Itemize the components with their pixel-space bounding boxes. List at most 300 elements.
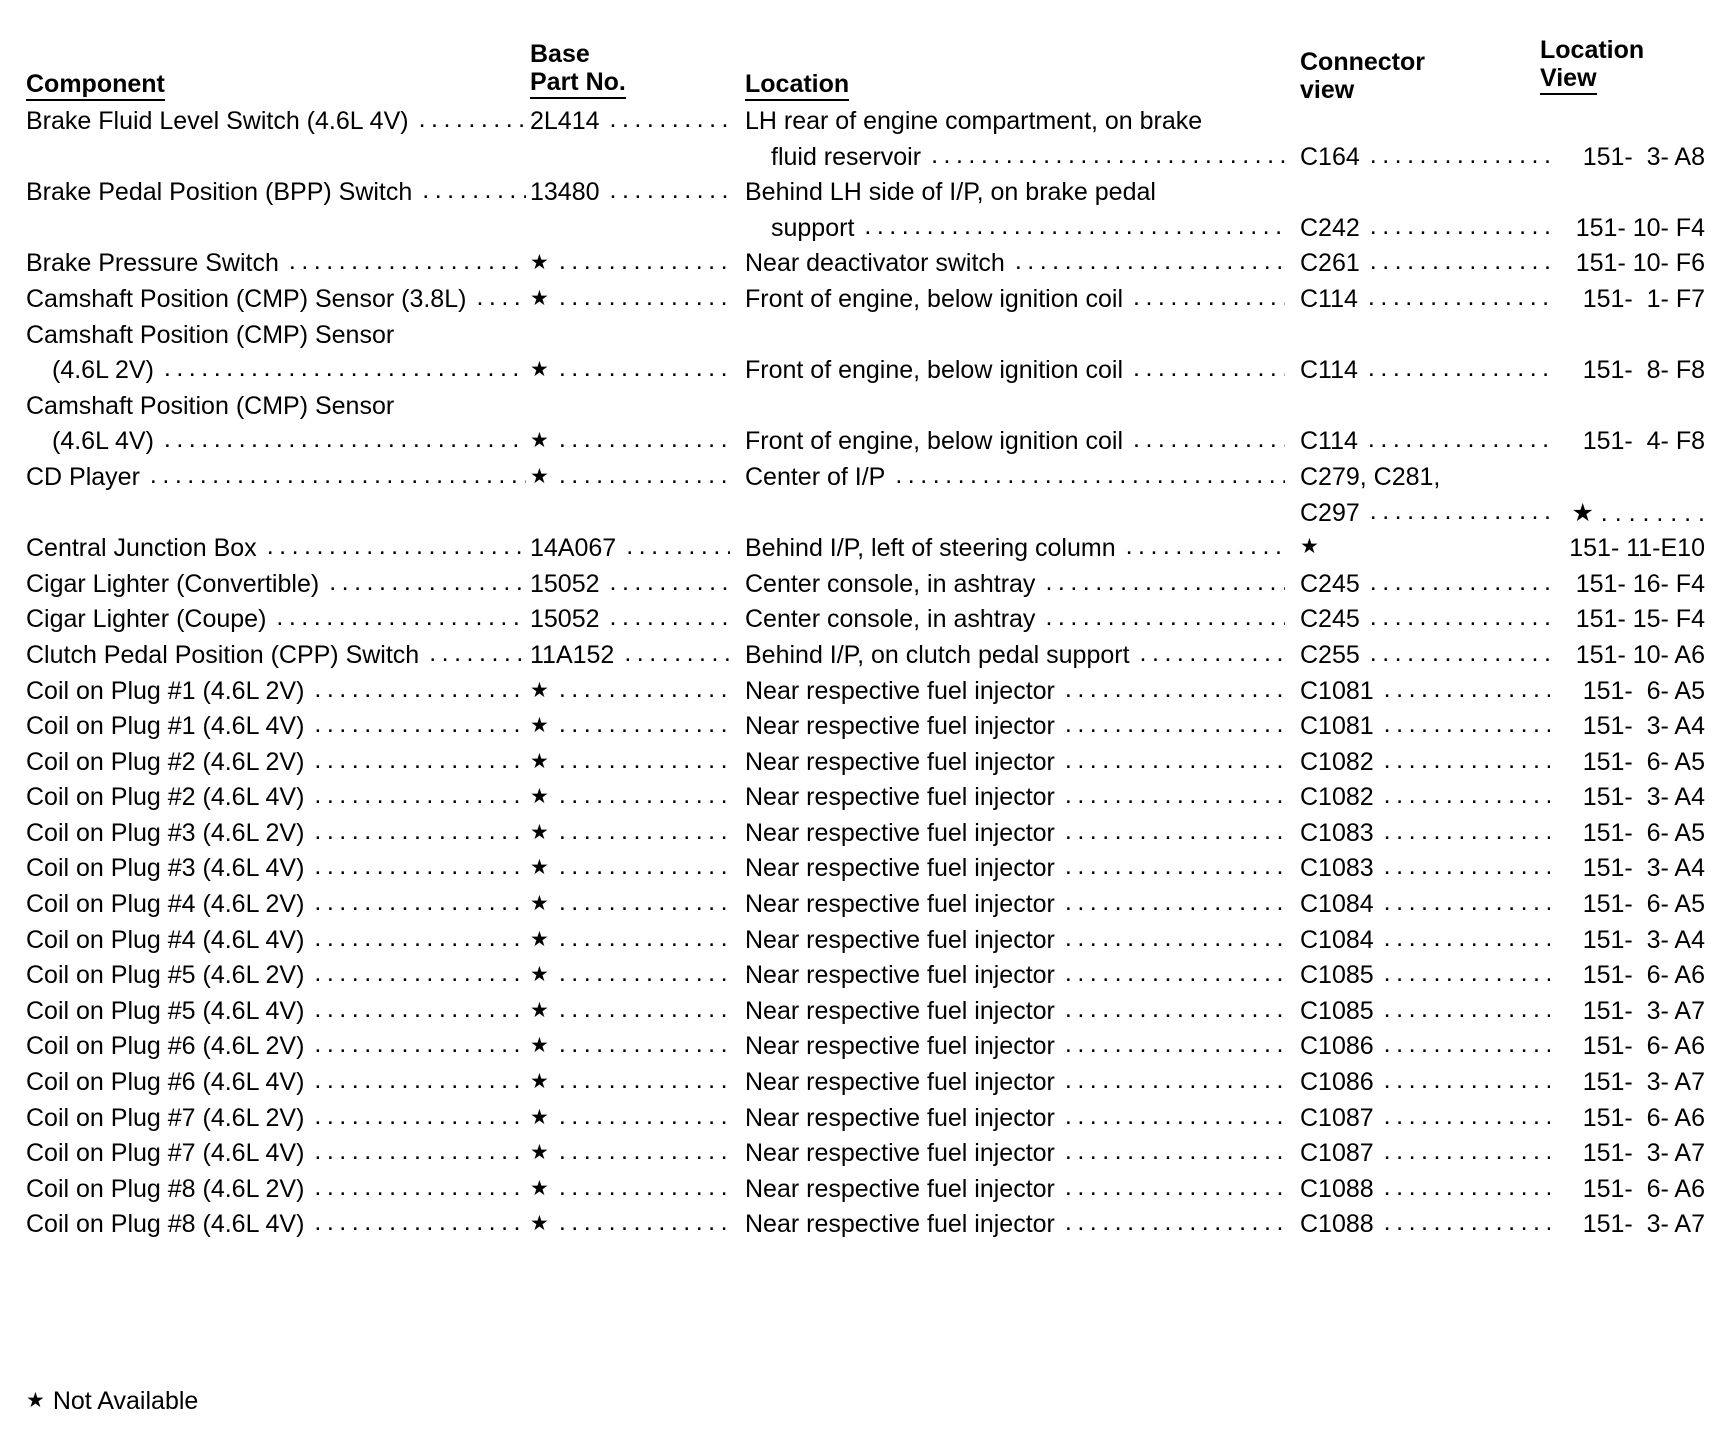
cell-base-part-no-text: ★ (530, 998, 549, 1022)
cell-location-text: Near respective fuel injector (745, 1139, 1055, 1168)
cell-location-view (1555, 780, 1705, 816)
leader-dots (1368, 282, 1550, 316)
leader-dots (289, 246, 526, 280)
cell-location-view (1555, 318, 1705, 354)
cell-location-view-text: 151- 10- F6 (1575, 249, 1705, 278)
cell-base-part-no (530, 994, 730, 1030)
cell-location-view-text: 151- 6- A6 (1582, 1032, 1705, 1061)
cell-base-part-no (530, 211, 730, 247)
cell-location (745, 175, 1285, 211)
cell-location (745, 709, 1285, 745)
cell-component-text: Cigar Lighter (Coupe) (26, 605, 267, 634)
leader-dots (1065, 887, 1285, 921)
table-row (0, 389, 1720, 425)
cell-connector-view-text: C1086 (1300, 1068, 1374, 1097)
cell-location-text: fluid reservoir (771, 142, 922, 171)
cell-connector-view (1300, 602, 1550, 638)
cell-component (26, 994, 526, 1030)
cell-connector-view-text: ★ (1300, 535, 1319, 559)
cell-connector-view-text: C1081 (1300, 676, 1374, 705)
cell-location (745, 1065, 1285, 1101)
cell-location (745, 816, 1285, 852)
cell-location-view-text: 151- 6- A6 (1582, 1103, 1705, 1132)
leader-dots (1015, 246, 1285, 280)
cell-location-view-text: 151- 3- A7 (1582, 1210, 1705, 1239)
leader-dots (314, 958, 526, 992)
cell-location-text: Center console, in ashtray (745, 569, 1036, 598)
leader-dots (1384, 1207, 1550, 1241)
cell-location-view (1555, 1136, 1705, 1172)
cell-connector-view-text: C1086 (1300, 1032, 1374, 1061)
leader-dots (931, 140, 1285, 174)
cell-component (26, 887, 526, 923)
table-row (0, 1029, 1720, 1065)
cell-base-part-no (530, 1136, 730, 1172)
cell-location-view-text: 151- 3- A4 (1582, 925, 1705, 954)
cell-location-view (1555, 709, 1705, 745)
cell-location-view (1555, 1029, 1705, 1065)
cell-connector-view (1300, 104, 1550, 140)
table-row (0, 282, 1720, 318)
cell-location (745, 211, 1285, 247)
cell-connector-view-text: C1085 (1300, 996, 1374, 1025)
cell-connector-view (1300, 709, 1550, 745)
cell-component (26, 460, 526, 496)
cell-location-view (1555, 745, 1705, 781)
cell-connector-view (1300, 282, 1550, 318)
leader-dots (1384, 816, 1550, 850)
table-row (0, 958, 1720, 994)
cell-location-view-text: 151- 6- A5 (1582, 676, 1705, 705)
cell-location-view-text: 151- 3- A4 (1582, 783, 1705, 812)
cell-connector-view (1300, 816, 1550, 852)
cell-location (745, 424, 1285, 460)
leader-dots (1045, 602, 1285, 636)
cell-base-part-no (530, 780, 730, 816)
table-row (0, 709, 1720, 745)
cell-location-view (1555, 567, 1705, 603)
cell-location-view (1555, 389, 1705, 425)
cell-connector-view (1300, 1172, 1550, 1208)
cell-connector-view (1300, 353, 1550, 389)
cell-component-text: Brake Pressure Switch (26, 249, 279, 278)
leader-dots (1133, 424, 1285, 458)
cell-location (745, 1101, 1285, 1137)
leader-dots (1384, 851, 1550, 885)
cell-base-part-no (530, 424, 730, 460)
leader-dots (610, 175, 730, 209)
cell-location-view-text: 151- 3- A4 (1582, 712, 1705, 741)
cell-location-view (1555, 424, 1705, 460)
leader-dots (1370, 602, 1550, 636)
leader-dots (559, 674, 730, 708)
cell-location-view-text: 151- 11-E10 (1569, 534, 1705, 563)
cell-location (745, 1172, 1285, 1208)
cell-location-view-text: 151- 3- A7 (1582, 996, 1705, 1025)
column-header-location: Location (745, 70, 849, 101)
leader-dots (1370, 638, 1550, 672)
leader-dots (559, 851, 730, 885)
cell-connector-view (1300, 1136, 1550, 1172)
leader-dots (559, 246, 730, 280)
leader-dots (1370, 496, 1550, 530)
table-row (0, 531, 1720, 567)
leader-dots (314, 745, 526, 779)
table-row (0, 745, 1720, 781)
cell-connector-view (1300, 923, 1550, 959)
cell-base-part-no (530, 1065, 730, 1101)
leader-dots (1133, 282, 1285, 316)
table-row (0, 496, 1720, 532)
leader-dots (610, 567, 730, 601)
cell-location-view (1555, 140, 1705, 176)
cell-component (26, 1029, 526, 1065)
leader-dots (164, 424, 526, 458)
cell-location-text: Near respective fuel injector (745, 961, 1055, 990)
table-row (0, 638, 1720, 674)
leader-dots (559, 424, 730, 458)
cell-location-text: Near respective fuel injector (745, 996, 1055, 1025)
cell-location-text: Center of I/P (745, 462, 886, 491)
cell-component-text: Coil on Plug #1 (4.6L 4V) (26, 712, 305, 741)
cell-location-text: support (771, 213, 855, 242)
cell-base-part-no (530, 140, 730, 176)
cell-base-part-no (530, 282, 730, 318)
cell-component-text: Coil on Plug #7 (4.6L 2V) (26, 1103, 305, 1132)
cell-component-text: (4.6L 4V) (52, 427, 154, 456)
cell-location (745, 1136, 1285, 1172)
cell-location-view (1555, 460, 1705, 496)
leader-dots (1126, 531, 1285, 565)
leader-dots (1384, 674, 1550, 708)
cell-location-text: Near respective fuel injector (745, 712, 1055, 741)
table-row (0, 923, 1720, 959)
cell-location (745, 353, 1285, 389)
cell-base-part-no (530, 567, 730, 603)
cell-component (26, 602, 526, 638)
table-row (0, 353, 1720, 389)
cell-base-part-no-text: ★ (530, 1176, 549, 1200)
cell-base-part-no (530, 674, 730, 710)
cell-base-part-no-text: ★ (530, 749, 549, 773)
cell-location (745, 104, 1285, 140)
leader-dots (1384, 958, 1550, 992)
cell-base-part-no-text: ★ (530, 251, 549, 275)
cell-component-text: Coil on Plug #5 (4.6L 2V) (26, 961, 305, 990)
cell-component-text: Brake Pedal Position (BPP) Switch (26, 178, 413, 207)
cell-connector-view (1300, 389, 1550, 425)
table-row (0, 887, 1720, 923)
cell-location-text: Near deactivator switch (745, 249, 1005, 278)
cell-component (26, 1207, 526, 1243)
leader-dots (559, 958, 730, 992)
table-row (0, 602, 1720, 638)
cell-location-view-text: 151- 8- F8 (1582, 356, 1705, 385)
cell-base-part-no-text: 13480 (530, 178, 600, 207)
cell-location-view-text: 151- 10- F4 (1575, 213, 1705, 242)
cell-location-view-text: 151- 6- A5 (1582, 747, 1705, 776)
leader-dots (1065, 745, 1285, 779)
cell-location-text: Front of engine, below ignition coil (745, 356, 1124, 385)
leader-dots (314, 709, 526, 743)
cell-connector-view (1300, 211, 1550, 247)
cell-location-text: Near respective fuel injector (745, 1103, 1055, 1132)
cell-connector-view-text: C1088 (1300, 1174, 1374, 1203)
cell-location (745, 531, 1285, 567)
cell-connector-view-text: C1085 (1300, 961, 1374, 990)
cell-location-view (1555, 1172, 1705, 1208)
cell-base-part-no-text: ★ (530, 464, 549, 488)
cell-component-text: Coil on Plug #8 (4.6L 2V) (26, 1174, 305, 1203)
leader-dots (314, 780, 526, 814)
cell-location-view (1555, 674, 1705, 710)
leader-dots (1065, 851, 1285, 885)
cell-component (26, 958, 526, 994)
cell-connector-view (1300, 175, 1550, 211)
leader-dots (1384, 1101, 1550, 1135)
leader-dots (1065, 1029, 1285, 1063)
leader-dots (314, 1029, 526, 1063)
cell-base-part-no (530, 460, 730, 496)
cell-location-text: Near respective fuel injector (745, 676, 1055, 705)
cell-connector-view (1300, 1029, 1550, 1065)
cell-location (745, 318, 1285, 354)
leader-dots (559, 1101, 730, 1135)
leader-dots (267, 531, 526, 565)
leader-dots (559, 1207, 730, 1241)
cell-base-part-no (530, 1172, 730, 1208)
column-header-component: Component (26, 70, 165, 101)
cell-connector-view-text: C1084 (1300, 925, 1374, 954)
cell-component (26, 246, 526, 282)
column-header-location-view: Location View (1540, 36, 1644, 95)
cell-base-part-no (530, 923, 730, 959)
cell-connector-view-text: C255 (1300, 640, 1360, 669)
cell-connector-view (1300, 994, 1550, 1030)
cell-connector-view (1300, 887, 1550, 923)
cell-component-text: Coil on Plug #2 (4.6L 2V) (26, 747, 305, 776)
cell-location-text: Near respective fuel injector (745, 1174, 1055, 1203)
leader-dots (150, 460, 526, 494)
cell-base-part-no-text: 2L414 (530, 107, 600, 135)
leader-dots (1065, 1101, 1285, 1135)
cell-component (26, 318, 526, 354)
cell-location (745, 1029, 1285, 1065)
cell-component-text: Camshaft Position (CMP) Sensor (26, 320, 395, 349)
leader-dots (1065, 709, 1285, 743)
cell-base-part-no (530, 104, 730, 140)
cell-base-part-no-text: ★ (530, 286, 549, 310)
cell-connector-view (1300, 318, 1550, 354)
cell-connector-view-text: C261 (1300, 249, 1360, 278)
leader-dots (1065, 1065, 1285, 1099)
cell-connector-view (1300, 496, 1550, 532)
cell-location (745, 745, 1285, 781)
cell-location (745, 851, 1285, 887)
column-header-base-part-no: Base Part No. (530, 40, 626, 99)
leader-dots (1065, 1136, 1285, 1170)
leader-dots (1065, 923, 1285, 957)
cell-base-part-no (530, 602, 730, 638)
cell-location (745, 1207, 1285, 1243)
cell-location-text: Center console, in ashtray (745, 605, 1036, 634)
cell-connector-view-text: C1081 (1300, 712, 1374, 741)
cell-base-part-no-text: ★ (530, 820, 549, 844)
leader-dots (1065, 994, 1285, 1028)
cell-connector-view (1300, 140, 1550, 176)
table-row (0, 674, 1720, 710)
leader-dots (559, 816, 730, 850)
leader-dots (1370, 246, 1550, 280)
cell-location-view-text: 151- 6- A6 (1582, 1174, 1705, 1203)
cell-component (26, 851, 526, 887)
cell-base-part-no (530, 816, 730, 852)
cell-connector-view-text: C1084 (1300, 890, 1374, 919)
leader-dots (1133, 353, 1285, 387)
cell-base-part-no (530, 709, 730, 745)
footnote (26, 1387, 198, 1416)
cell-location-view-text: 151- 10- A6 (1575, 640, 1705, 669)
leader-dots (314, 1136, 526, 1170)
cell-connector-view-text: C245 (1300, 569, 1360, 598)
leader-dots (1384, 1172, 1550, 1206)
cell-location-view (1555, 887, 1705, 923)
leader-dots (314, 994, 526, 1028)
star-icon: ★ (26, 1389, 45, 1412)
leader-dots (314, 816, 526, 850)
cell-location-text: Front of engine, below ignition coil (745, 284, 1124, 313)
cell-location-view (1555, 923, 1705, 959)
cell-base-part-no-text: ★ (530, 927, 549, 951)
cell-component-text: Coil on Plug #5 (4.6L 4V) (26, 996, 305, 1025)
cell-location (745, 389, 1285, 425)
cell-location-view-text: 151- 3- A7 (1582, 1139, 1705, 1168)
cell-component (26, 1172, 526, 1208)
table-row (0, 318, 1720, 354)
cell-connector-view-text: C1082 (1300, 783, 1374, 812)
table-header (0, 14, 1720, 104)
cell-component (26, 816, 526, 852)
cell-location-text: Near respective fuel injector (745, 1068, 1055, 1097)
cell-component-text: Coil on Plug #4 (4.6L 2V) (26, 890, 305, 919)
cell-component-text: Brake Fluid Level Switch (4.6L 4V) (26, 107, 409, 135)
cell-location-view (1555, 1207, 1705, 1243)
cell-connector-view-text: C1087 (1300, 1139, 1374, 1168)
table-row (0, 246, 1720, 282)
cell-location-view (1555, 282, 1705, 318)
leader-dots (626, 531, 730, 565)
leader-dots (624, 638, 730, 672)
cell-connector-view-text: C114 (1300, 427, 1358, 456)
cell-location-view (1555, 353, 1705, 389)
cell-base-part-no (530, 638, 730, 674)
cell-component-text: Camshaft Position (CMP) Sensor (3.8L) (26, 284, 467, 313)
cell-component (26, 140, 526, 176)
cell-connector-view (1300, 424, 1550, 460)
cell-base-part-no (530, 531, 730, 567)
leader-dots (1384, 745, 1550, 779)
cell-base-part-no (530, 175, 730, 211)
leader-dots (1384, 780, 1550, 814)
cell-component (26, 1065, 526, 1101)
cell-location-text: Near respective fuel injector (745, 783, 1055, 812)
cell-location (745, 460, 1285, 496)
cell-location-text: Front of engine, below ignition coil (745, 427, 1124, 456)
leader-dots (1384, 1136, 1550, 1170)
cell-location-text: Near respective fuel injector (745, 747, 1055, 776)
cell-location (745, 567, 1285, 603)
leader-dots (559, 1136, 730, 1170)
cell-component (26, 424, 526, 460)
cell-base-part-no (530, 745, 730, 781)
cell-base-part-no (530, 496, 730, 532)
leader-dots (314, 887, 526, 921)
cell-component (26, 531, 526, 567)
cell-location-view (1555, 816, 1705, 852)
cell-base-part-no-text: ★ (530, 1141, 549, 1165)
cell-component-text: Central Junction Box (26, 534, 257, 563)
cell-component (26, 389, 526, 425)
cell-component (26, 496, 526, 532)
cell-location-text: Near respective fuel injector (745, 854, 1055, 883)
table-row (0, 567, 1720, 603)
leader-dots (314, 674, 526, 708)
leader-dots (314, 923, 526, 957)
cell-location-view (1555, 175, 1705, 211)
leader-dots (559, 1029, 730, 1063)
cell-component-text: Cigar Lighter (Convertible) (26, 569, 320, 598)
cell-connector-view (1300, 958, 1550, 994)
cell-connector-view (1300, 638, 1550, 674)
cell-connector-view-text: C164 (1300, 142, 1360, 171)
leader-dots (1065, 674, 1285, 708)
cell-location (745, 674, 1285, 710)
cell-location-view-text: 151- 6- A6 (1582, 961, 1705, 990)
leader-dots (864, 211, 1285, 245)
cell-component-text: Camshaft Position (CMP) Sensor (26, 391, 395, 420)
cell-base-part-no-text: ★ (530, 1105, 549, 1129)
table-row (0, 1136, 1720, 1172)
cell-location-text: Near respective fuel injector (745, 818, 1055, 847)
leader-dots (314, 1172, 526, 1206)
cell-component-text: Coil on Plug #4 (4.6L 4V) (26, 925, 305, 954)
cell-base-part-no-text: 14A067 (530, 534, 617, 563)
leader-dots (314, 1065, 526, 1099)
cell-base-part-no-text: ★ (530, 785, 549, 809)
cell-location-view-text: 151- 4- F8 (1582, 427, 1705, 456)
table-row (0, 994, 1720, 1030)
leader-dots (1370, 567, 1550, 601)
cell-base-part-no (530, 1101, 730, 1137)
leader-dots (1384, 887, 1550, 921)
cell-location (745, 282, 1285, 318)
leader-dots (559, 1172, 730, 1206)
cell-component (26, 709, 526, 745)
leader-dots (1140, 638, 1285, 672)
leader-dots (1368, 353, 1550, 387)
cell-base-part-no-text: ★ (530, 1212, 549, 1236)
table-row (0, 816, 1720, 852)
cell-connector-view (1300, 780, 1550, 816)
leader-dots (559, 709, 730, 743)
cell-connector-view-text: C279, C281, (1300, 462, 1441, 491)
cell-location-view (1555, 104, 1705, 140)
cell-location (745, 780, 1285, 816)
cell-location-view (1555, 246, 1705, 282)
cell-location-view-text: 151- 3- A7 (1582, 1068, 1705, 1097)
cell-base-part-no-text: ★ (530, 429, 549, 453)
cell-connector-view (1300, 1065, 1550, 1101)
